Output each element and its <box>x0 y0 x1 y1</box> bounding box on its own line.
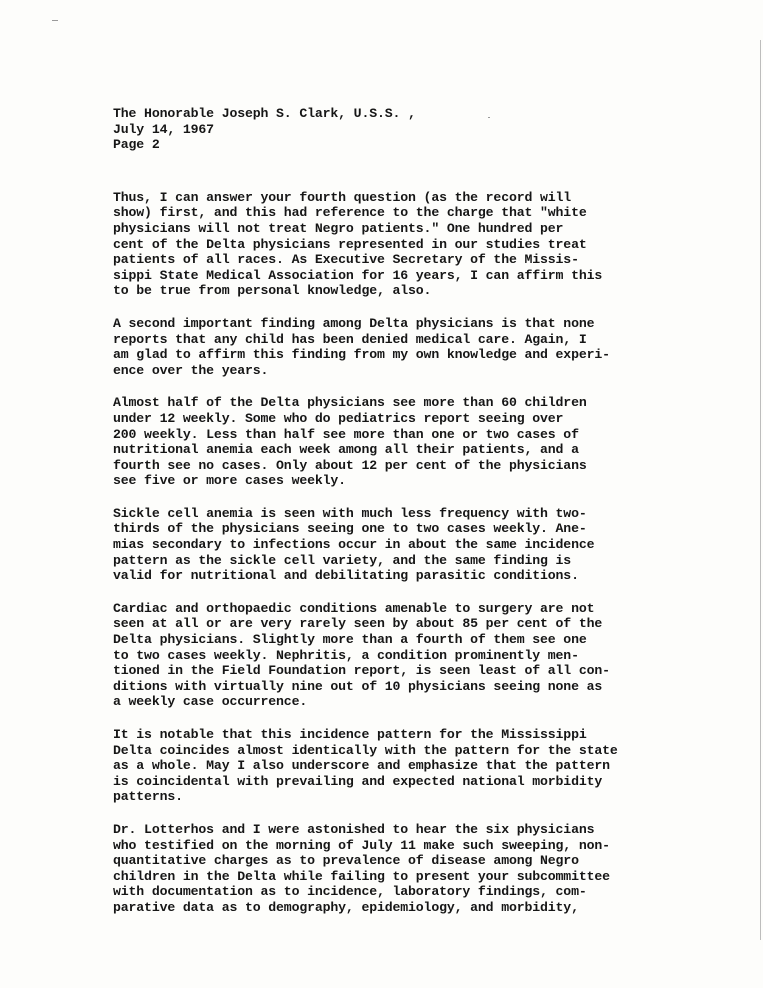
paragraph-fourth-question: Thus, I can answer your fourth question (as the record will show) first, and this had reference to the charge that "white physicians will not treat Negro patients." One hundred per cent of the Delta physicians represented in our studies treat patients of all races. As Executive Secretary of the Missis- sippi State Medical Association for 16 years, I can affirm this to be true from personal knowledge, also. <box>113 189 603 299</box>
paragraph-sickle-cell: Sickle cell anemia is seen with much less frequency with two- thirds of the physicians seeing one to two cases weekly. Ane- mias secondary to infections occur in about the same incidence pattern as the sickle cell variety, and the same finding is valid for nutritional and debilitating parasitic conditions. <box>113 505 595 584</box>
scan-mark-top-left <box>52 20 58 21</box>
date-line: July 14, 1967 <box>113 121 214 137</box>
paragraph-testimony: Dr. Lotterhos and I were astonished to hear the six physicians who testified on the morning of July 11 make such sweeping, non- quantitative charges as to prevalence of disease among Negro children in the Delta while failing to present your subcommittee with documentation as to incidence, laboratory findings, com- parative data as to demography, epidemiology, and morbidity, <box>113 821 610 915</box>
letter-body <box>113 106 713 933</box>
paragraph-medical-care: A second important finding among Delta physicians is that none reports that any child has been denied medical care. Again, I am glad to affirm this finding from my own knowledge and experi- ence over the years. <box>113 315 610 378</box>
letter-header <box>113 106 713 153</box>
paragraph-cardiac-orthopaedic: Cardiac and orthopaedic conditions amenable to surgery are not seen at all or are very rarely seen by about 85 per cent of the Delta physicians. Slightly more than a fourth of them see one to two cases weekly. Nephritis, a condition prominently men- tioned in the Field Foundation report, is seen least of all con- ditions with virtually nine out of 10 physicians seeing none as a weekly case occurrence. <box>113 600 610 710</box>
paragraph-children-seen: Almost half of the Delta physicians see more than 60 children under 12 weekly. Some who do pediatrics report seeing over 200 weekly. Less than half see more than one or two cases of nutritional anemia each week among all their patients, and a fourth see no cases. Only about 12 per cent of the physicians see five or more cases weekly. <box>113 395 587 489</box>
paragraph-incidence-pattern: It is notable that this incidence pattern for the Mississippi Delta coincides almost identically with the pattern for the state as a whole. May I also underscore and emphasize that the pattern is coincidental with prevailing and expected national morbidity patterns. <box>113 727 618 805</box>
scan-edge-right <box>760 40 761 940</box>
page-number-line: Page 2 <box>113 137 160 153</box>
recipient-line: The Honorable Joseph S. Clark, U.S.S. , <box>113 106 416 121</box>
